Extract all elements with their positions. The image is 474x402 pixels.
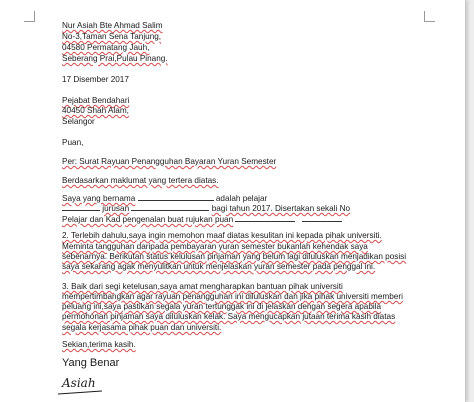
recipient-line-3: Selangor — [62, 117, 95, 126]
para1-text: adalah pelajar — [215, 194, 268, 203]
closing-thanks: Sekian,terima kasih. — [62, 340, 136, 349]
sender-address-3: Seberang Prai,Pulau Pinang. — [62, 54, 168, 63]
para1-text: jurusan — [102, 204, 130, 213]
salutation: Puan, — [62, 138, 84, 147]
name-blank — [138, 193, 214, 201]
sender-address-1: No-3,Taman Sena Tanjung, — [62, 32, 162, 41]
margin-corner-mark — [24, 11, 35, 22]
para3-line-4: permohonan pinjaman saya diluluskan kelak. Saya mengucapkan jutaan terima kasih diatas — [62, 312, 396, 321]
signature: Asiah — [62, 376, 96, 390]
para1-text: Saya yang bernama — [62, 194, 136, 203]
para2-line-4: saya sekarang agak menyulitkan untuk menjelaskan yuran semester pada penggal ini. — [62, 262, 376, 271]
programme-blank-a — [62, 203, 100, 211]
para3-line-2: mempertimbangkan agar rayuan penangguhan ini diluluskan dan jika pihak universiti memberi — [62, 292, 403, 301]
para3-line-1: 3. Baik dari segi ketelusan,saya amat mengharapkan bantuan pihak universiti — [62, 282, 343, 291]
letter-date: 17 Disember 2017 — [62, 75, 129, 84]
subject-line: Per: Surat Rayuan Penangguhan Bayaran Yuran Semester — [62, 157, 277, 166]
para1-line-2 — [62, 203, 350, 214]
para2-line-1: 2. Terlebih dahulu,saya ingin memohon maaf diatas kesulitan ini kepada pihak universiti. — [62, 231, 382, 240]
para3-line-3: peluang ini,saya pastikan segala yuran tertunggak ini di jelaskan dengan segera apabila — [62, 302, 382, 311]
closing-line: Yang Benar — [62, 357, 120, 369]
para3-line-5: segala kerjasama pihak puan dan universiti. — [62, 323, 222, 332]
para2-line-2: Meminta tangguhan daripada pembayaran yuran semester bukanlah kehendak saya — [62, 242, 368, 251]
intro-line: Berdasarkan maklumat yang tertera diatas. — [62, 176, 219, 185]
sender-name: Nur Asiah Bte Ahmad Salim — [62, 21, 163, 30]
ic-blank-b — [302, 214, 342, 222]
ic-blank-a — [235, 214, 295, 222]
sender-address-2: 04580 Permatang Jauh, — [62, 43, 150, 52]
recipient-line-1: Pejabat Bendahari — [62, 96, 130, 105]
para1-text: bagi tahun 2017. Disertakan sekali No — [211, 204, 351, 213]
para2-line-3: sebenarnya. Berikutan status kelulusan pinjaman yang belum lagi diluluskan menjadikan posisi — [62, 252, 407, 261]
signature-stroke — [58, 390, 102, 394]
para1-line-3 — [62, 214, 342, 225]
para1-text: Pelajar dan Kad pengenalan buat rujukan puan — [62, 215, 234, 224]
margin-corner-mark — [424, 11, 435, 22]
programme-blank-b — [131, 203, 209, 211]
recipient-line-2: 40450 Shah Alam, — [62, 106, 129, 115]
